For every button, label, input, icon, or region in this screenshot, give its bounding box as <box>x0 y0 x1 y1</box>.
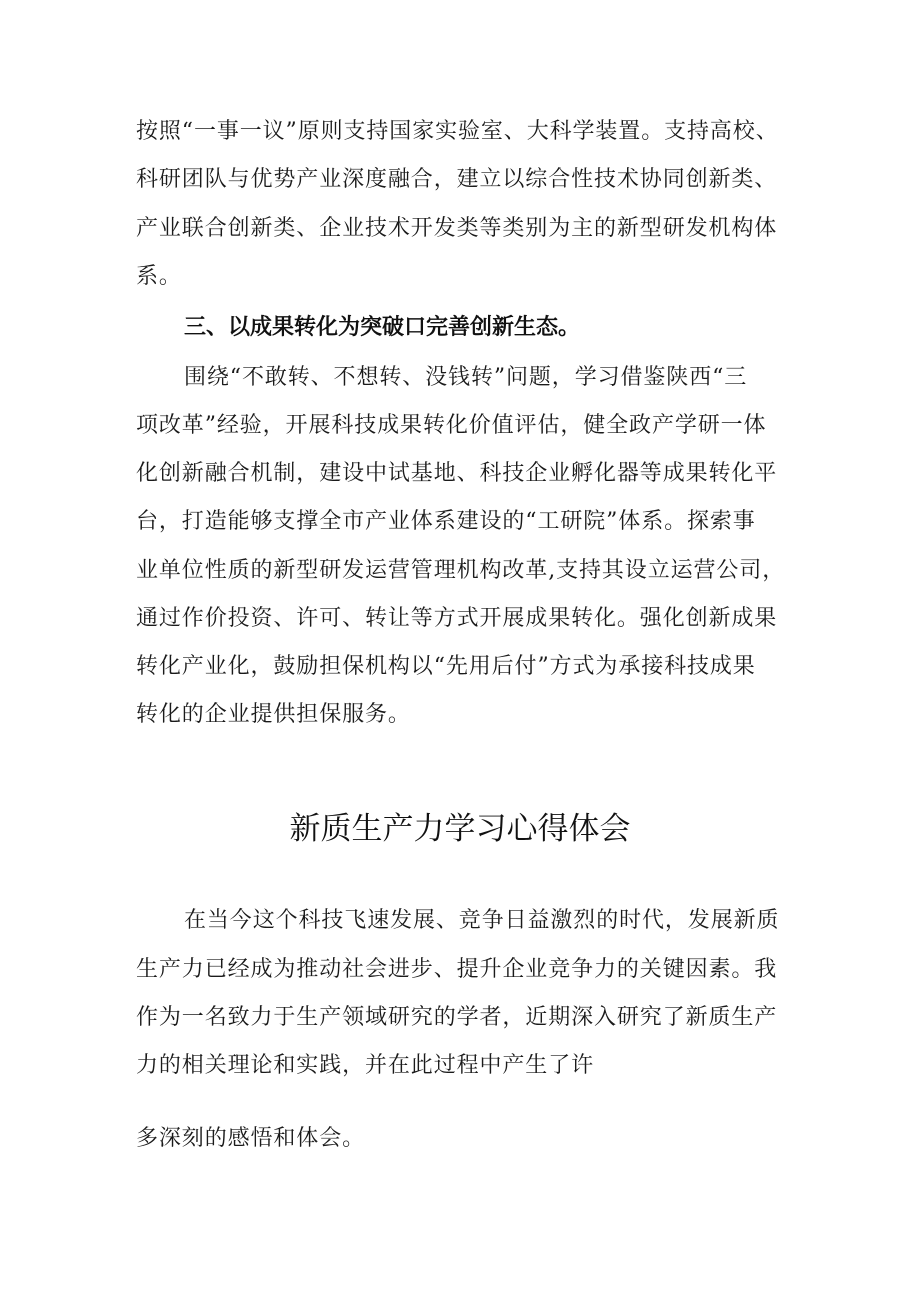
paragraph-line: 生产力已经成为推动社会进步、提升企业竞争力的关键因素。我 <box>136 957 778 982</box>
paragraph-line: 多深刻的感悟和体会。 <box>136 1126 366 1151</box>
article-title: 新质生产力学习心得体会 <box>289 811 631 847</box>
paragraph-line: 台，打造能够支撑全市产业体系建设的“工研院”体系。探索事 <box>136 509 756 534</box>
paragraph-line: 作为一名致力于生产领域研究的学者，近期深入研究了新质生产 <box>136 1005 778 1030</box>
section-heading: 三、以成果转化为突破口完善创新生态。 <box>184 315 581 340</box>
paragraph-line: 科研团队与优势产业深度融合，建立以综合性技术协同创新类、 <box>136 167 778 192</box>
paragraph-line: 业单位性质的新型研发运营管理机构改革,支持其设立运营公司， <box>136 558 786 583</box>
paragraph-line: 在当今这个科技飞速发展、竞争日益激烈的时代，发展新质 <box>184 908 780 933</box>
paragraph-line: 产业联合创新类、企业技术开发类等类别为主的新型研发机构体 <box>136 216 778 241</box>
paragraph-line: 系。 <box>136 264 182 289</box>
paragraph-line: 围绕“不敢转、不想转、没钱转”问题，学习借鉴陕西“三 <box>184 365 748 390</box>
paragraph-line: 按照“一事一议”原则支持国家实验室、大科学装置。支持高校、 <box>136 119 779 144</box>
paragraph-line: 转化产业化，鼓励担保机构以“先用后付”方式为承接科技成果 <box>136 654 756 679</box>
paragraph-line: 转化的企业提供担保服务。 <box>136 702 411 727</box>
paragraph-line: 化创新融合机制，建设中试基地、科技企业孵化器等成果转化平 <box>136 461 778 486</box>
paragraph-line: 通过作价投资、许可、转让等方式开展成果转化。强化创新成果 <box>136 606 778 631</box>
paragraph-line: 项改革”经验，开展科技成果转化价值评估，健全政产学研一体 <box>136 413 767 438</box>
paragraph-line: 力的相关理论和实践，并在此过程中产生了许 <box>136 1053 595 1078</box>
